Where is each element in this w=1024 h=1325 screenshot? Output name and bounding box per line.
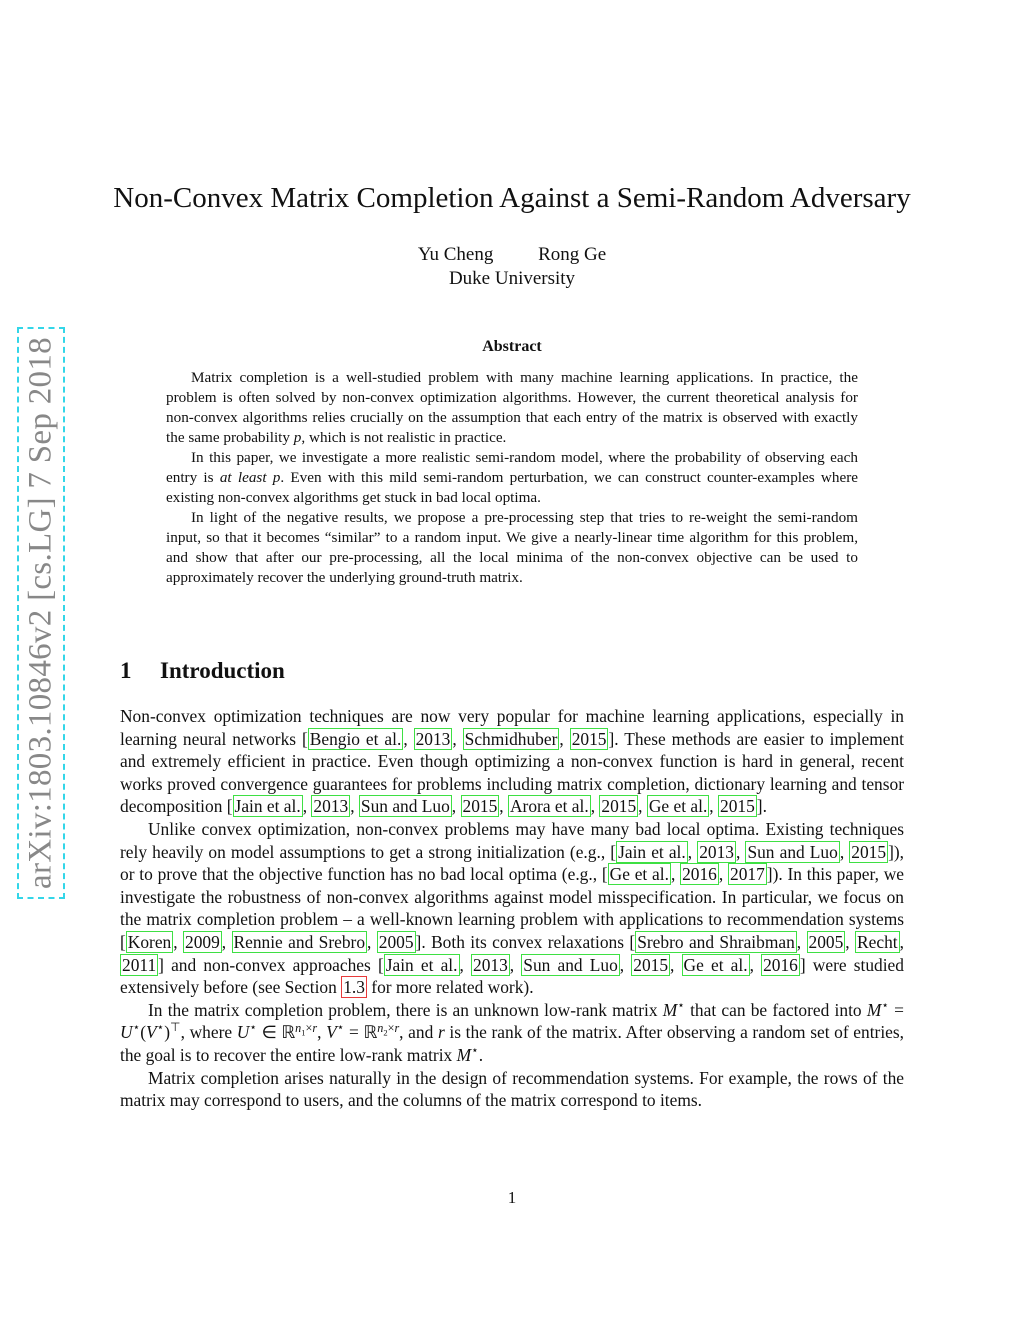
citation-link[interactable]: Jain et al. — [618, 841, 686, 862]
citation-link[interactable]: Arora et al. — [509, 796, 589, 817]
arxiv-id: arXiv:1803.10846v2 [cs.LG] 7 Sep 2018 — [22, 337, 59, 889]
abstract-paragraph: Matrix completion is a well-studied problem with many machine learning applications. In practice, the problem is often solved by non-convex optimization algorithms. However, the current theoretical analysis for non-convex algorithms relies crucially on the assumption that each entry of the matrix is observed with exactly the same probability p, which is not realistic in practice. — [166, 369, 858, 446]
citation-link[interactable]: 2013 — [699, 841, 734, 862]
citation-link[interactable]: 2016 — [763, 954, 798, 975]
citation-link[interactable]: 2015 — [462, 796, 498, 817]
citation-link[interactable]: 2013 — [415, 728, 451, 749]
section-title: Introduction — [160, 658, 285, 683]
author-name: Yu Cheng — [417, 244, 494, 265]
citation-link[interactable]: 2015 — [601, 796, 637, 817]
section-number: 1 — [120, 658, 132, 683]
section-heading — [120, 658, 285, 684]
body-paragraph: Matrix completion arises naturally in the design of recommendation systems. For example, the rows of the matrix may correspond to users, and the columns of the matrix correspond to items. — [120, 1067, 904, 1111]
citation-link[interactable]: Srebro and Shraibman — [637, 931, 795, 952]
paper-title: Non-Convex Matrix Completion Against a Semi-Random Adversary — [113, 182, 911, 214]
citation-link[interactable]: Ge et al. — [683, 954, 748, 975]
citation-link[interactable]: Koren — [127, 931, 172, 952]
citation-link[interactable]: 2017 — [730, 864, 765, 885]
section-reference-link[interactable]: 1.3 — [343, 977, 365, 998]
citation-link[interactable]: Sun and Luo — [360, 796, 450, 817]
citation-link[interactable]: 2005 — [808, 931, 844, 952]
citation-link[interactable]: Recht — [857, 931, 898, 952]
citation-link[interactable]: 2015 — [851, 841, 887, 862]
abstract-paragraph: In this paper, we investigate a more realistic semi-random model, where the probability of observing each entry is at least p. Even with this mild semi-random perturbation, we can construct counter-examples where existing non-convex algorithms get stuck in bad local optima. — [166, 449, 859, 506]
author-name: Rong Ge — [538, 244, 607, 265]
author-list — [0, 244, 1024, 266]
body-text — [120, 705, 904, 1112]
abstract-paragraph: In light of the negative results, we propose a pre-processing step that tries to re-weight the semi-random input, so that it becomes “similar” to a random input. We give a nearly-linear time algorithm for this problem, and show that after our pre-processing, all the local minima of the non-convex objective can be used to approximately recover the underlying ground-truth matrix. — [166, 509, 858, 586]
citation-link[interactable]: Rennie and Srebro — [233, 931, 366, 952]
citation-link[interactable]: Ge et al. — [648, 796, 708, 817]
citation-link[interactable]: 2011 — [122, 954, 157, 975]
body-paragraph: Non-convex optimization techniques are now very popular for machine learning applications, especially in learning neural networks [ Bengio et al. , 2013 , Schmidhuber , 2015 ]. These methods are easier to implement and extremely efficient in practice. Even though optimizing a non-convex function is hard in general, recent works proved convergence guarantees for problems including matrix completion, dictionary learning and tensor decomposition [ Jain et al. , 2013 , Sun and Luo , 2015 , Arora et al. , 2015 , Ge et al. , 2015 ]. — [120, 706, 904, 817]
citation-link[interactable]: 2009 — [185, 931, 220, 952]
citation-link[interactable]: Sun and Luo — [523, 954, 618, 975]
citation-link[interactable]: 2015 — [720, 796, 755, 817]
affiliation: Duke University — [448, 268, 576, 289]
page-number: 1 — [507, 1188, 517, 1207]
arxiv-sidebar[interactable] — [17, 327, 65, 899]
citation-link[interactable]: Jain et al. — [234, 796, 301, 817]
abstract-body — [166, 368, 858, 588]
citation-link[interactable]: Sun and Luo — [747, 841, 838, 862]
citation-link[interactable]: Ge et al. — [609, 864, 669, 885]
citation-link[interactable]: 2015 — [633, 954, 669, 975]
citation-link[interactable]: Schmidhuber — [464, 728, 558, 749]
body-paragraph: Unlike convex optimization, non-convex problems may have many bad local optima. Existing techniques rely heavily on model assumptions to get a strong initialization (e.g., [ Jain et al. , 2013 , Sun and Luo , 2015 ]), or to prove that the objective function has no bad local optima (e.g., [ Ge et al. , 2016 , 2017 ]). In this paper, we investigate the robustness of non-convex algorithms against model misspecification. In particular, we focus on the matrix completion problem – a well-known learning problem with applications to recommendation systems [ Koren , 2009 , Rennie and Srebro , 2005 ]. Both its convex relaxations [ Srebro and Shraibman , 2005 , Recht , 2011 ] and non-convex approaches [ Jain et al. , 2013 , Sun and Luo , 2015 , Ge et al. , 2016 ] were studied extensively before (see Section 1.3 for more related work). — [120, 818, 905, 998]
citation-link[interactable]: 2013 — [473, 954, 508, 975]
citation-link[interactable]: 2016 — [682, 864, 717, 885]
body-paragraph: In the matrix completion problem, there is an unknown low-rank matrix M⋆ that can be factored into M⋆ = U⋆(V⋆)⊤, where U⋆ ∈ ℝ$^{n_1\times r}$, V⋆ = ℝ$^{n_2\times r}$, and r is the rank of the matrix. After observing a random set of entries, the goal is to recover the entire low-rank matrix M⋆. — [120, 997, 904, 1065]
citation-link[interactable]: Jain et al. — [385, 954, 458, 975]
citation-link[interactable]: 2005 — [378, 931, 414, 952]
citation-link[interactable]: 2015 — [571, 728, 607, 749]
citation-link[interactable]: 2013 — [313, 796, 349, 817]
abstract-heading: Abstract — [482, 338, 542, 355]
citation-link[interactable]: Bengio et al. — [309, 728, 402, 749]
